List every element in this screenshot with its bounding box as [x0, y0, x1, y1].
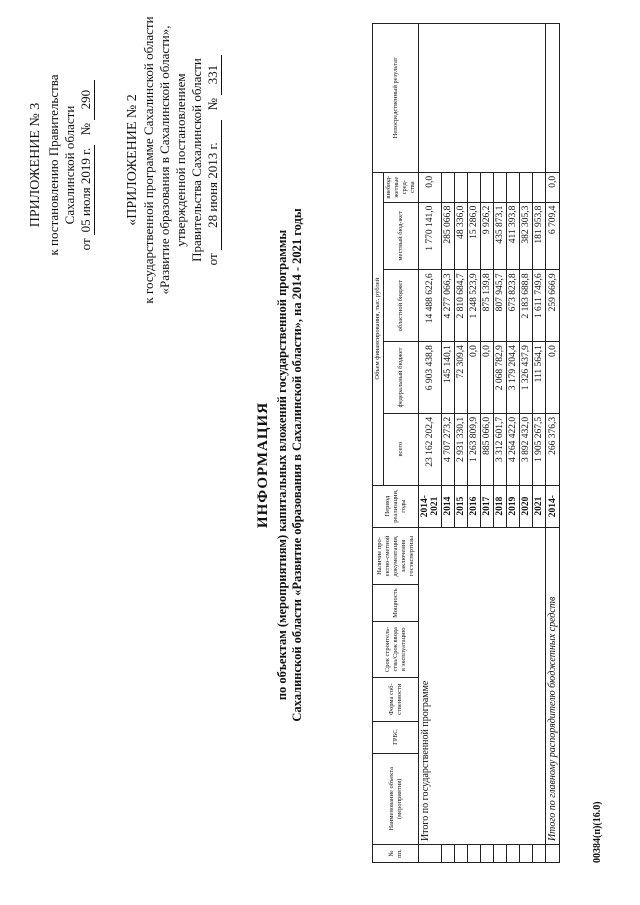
- year-cell: 2014-: [546, 485, 560, 527]
- regional-cell: 2 810 684,7: [455, 270, 468, 342]
- regional-cell: 1 248 523,9: [468, 270, 481, 342]
- total-cell: 23 162 202,4: [419, 413, 442, 485]
- appendix-3-line3: Сахалинской области: [62, 105, 77, 225]
- total-cell: 4 707 273,2: [442, 413, 455, 485]
- header-volume: Объем финансирования, тыс. рублей: [373, 172, 384, 485]
- year-cell: 2017: [481, 485, 494, 527]
- appendix-2-title: «ПРИЛОЖЕНИЕ № 2: [125, 94, 140, 226]
- local-cell: 435 873,1: [494, 202, 507, 270]
- header-name: Наименование объекта (мероприятия): [373, 753, 419, 844]
- appendix-3-date-line: [78, 45, 95, 285]
- extra-cell: [520, 172, 533, 202]
- local-cell: 382 305,3: [520, 202, 533, 270]
- federal-cell: 0,0: [468, 342, 481, 414]
- regional-cell: 1 611 749,6: [533, 270, 546, 342]
- extra-cell: [442, 172, 455, 202]
- document-code: 00384(п)(16.0): [592, 801, 603, 863]
- extra-cell: [533, 172, 546, 202]
- extra-cell: [494, 172, 507, 202]
- appendix-2-date-line: [205, 15, 222, 305]
- federal-cell: 145 140,1: [442, 342, 455, 414]
- program-total-label: Итого по государственной программе: [419, 527, 546, 844]
- total-cell: 1 905 267,5: [533, 413, 546, 485]
- total-cell: 885 066,0: [481, 413, 494, 485]
- extra-cell: [481, 172, 494, 202]
- regional-cell: 673 823,8: [507, 270, 520, 342]
- investment-table: [372, 23, 560, 863]
- year-cell: 2016: [468, 485, 481, 527]
- federal-cell: 72 309,4: [455, 342, 468, 414]
- result-cell: [546, 24, 560, 173]
- local-cell: 411 393,8: [507, 202, 520, 270]
- grbs-total-label: Итого по главному распорядителю бюджетных средств: [546, 527, 560, 844]
- year-cell: 2019: [507, 485, 520, 527]
- header-grbs: ГРБС: [373, 721, 419, 753]
- result-cell: [419, 24, 546, 173]
- regional-cell: 875 139,8: [481, 270, 494, 342]
- appendix-2-line4: утвержденной постановлением: [173, 73, 188, 247]
- federal-cell: 3 179 204,4: [507, 342, 520, 414]
- row-num-cell: [494, 845, 507, 863]
- header-extra: внебюд-жетные сред-ства: [384, 172, 419, 202]
- regional-cell: 4 277 066,3: [442, 270, 455, 342]
- year-cell: 2020: [520, 485, 533, 527]
- year-cell: 2015: [455, 485, 468, 527]
- total-cell: 3 312 601,7: [494, 413, 507, 485]
- document-title: [255, 115, 305, 815]
- header-power: Мощность: [373, 585, 419, 621]
- year-cell: 2021: [533, 485, 546, 527]
- table-body: [419, 24, 560, 863]
- title-line-1: по объектам (мероприятиям) капитальных вложений государственной программы: [275, 229, 289, 701]
- local-cell: 6 709,4: [546, 202, 560, 270]
- row-num-cell: [546, 845, 560, 863]
- total-cell: 266 376,3: [546, 413, 560, 485]
- extra-cell: [507, 172, 520, 202]
- row-num-cell: [455, 845, 468, 863]
- appendix-3-number: 290: [78, 80, 95, 120]
- appendix-2-line5: Правительства Сахалинской области: [189, 58, 204, 262]
- federal-cell: 2 068 782,9: [494, 342, 507, 414]
- federal-cell: 111 564,1: [533, 342, 546, 414]
- appendix-2-stamp: [125, 15, 222, 305]
- appendix-3-date: 05 июля 2019 г.: [78, 145, 95, 235]
- total-cell: 2 931 330,1: [455, 413, 468, 485]
- header-docs: Наличие про-ектно-сметной документации, заключения госэкспертизы: [373, 527, 419, 585]
- regional-cell: 14 488 622,6: [419, 270, 442, 342]
- header-result: Непосредственный результат: [373, 24, 419, 173]
- local-cell: 181 953,8: [533, 202, 546, 270]
- total-cell: 4 264 422,0: [507, 413, 520, 485]
- header-total: всего: [384, 413, 419, 485]
- appendix-3-stamp: [28, 45, 95, 285]
- appendix-2-number: 331: [205, 55, 222, 95]
- appendix-3-title: ПРИЛОЖЕНИЕ № 3: [28, 102, 43, 228]
- num-prefix: №: [205, 97, 220, 111]
- num-prefix: №: [78, 122, 93, 136]
- row-num-cell: [419, 845, 442, 863]
- extra-cell: [455, 172, 468, 202]
- total-cell: 1 263 809,9: [468, 413, 481, 485]
- year-cell: 2014: [442, 485, 455, 527]
- row-num-cell: [507, 845, 520, 863]
- extra-cell: 0,0: [546, 172, 560, 202]
- row-num-cell: [520, 845, 533, 863]
- federal-cell: 0,0: [546, 342, 560, 414]
- regional-cell: 2 183 688,8: [520, 270, 533, 342]
- program-total-row: [419, 24, 442, 863]
- row-num-cell: [533, 845, 546, 863]
- local-cell: 1 770 141,0: [419, 202, 442, 270]
- table-header-row: [373, 24, 384, 863]
- header-regional: областной бюджет: [384, 270, 419, 342]
- regional-cell: 259 666,9: [546, 270, 560, 342]
- local-cell: 285 066,8: [442, 202, 455, 270]
- federal-cell: 6 903 438,8: [419, 342, 442, 414]
- local-cell: 48 336,0: [455, 202, 468, 270]
- title-line-2: Сахалинской области «Развитие образования в Сахалинской области», на 2014 - 2021 годы: [290, 208, 304, 722]
- extra-cell: [468, 172, 481, 202]
- header-form: Форма соб-ственности: [373, 677, 419, 721]
- title-heading: ИНФОРМАЦИЯ: [255, 401, 271, 529]
- header-period: Период реализации, годы: [373, 485, 419, 527]
- date-prefix: от: [78, 238, 93, 251]
- header-num: № пп.: [373, 845, 419, 863]
- appendix-2-date: 28 июня 2013 г.: [205, 120, 222, 250]
- row-num-cell: [468, 845, 481, 863]
- appendix-3-line2: к постановлению Правительства: [46, 74, 61, 256]
- appendix-2-line2: к государственной программе Сахалинской области: [141, 16, 156, 304]
- grbs-total-row: [546, 24, 560, 863]
- appendix-2-line3: «Развитие образования в Сахалинской области»,: [157, 25, 172, 295]
- regional-cell: 807 945,7: [494, 270, 507, 342]
- local-cell: 9 926,2: [481, 202, 494, 270]
- federal-cell: 0,0: [481, 342, 494, 414]
- federal-cell: 1 326 437,9: [520, 342, 533, 414]
- total-cell: 3 892 432,0: [520, 413, 533, 485]
- date-prefix: от: [205, 253, 220, 266]
- header-term: Срок строитель-ства/Срок ввода в эксплуатацию: [373, 621, 419, 677]
- header-federal: федеральный бюджет: [384, 342, 419, 414]
- year-cell: 2018: [494, 485, 507, 527]
- local-cell: 15 286,0: [468, 202, 481, 270]
- row-num-cell: [481, 845, 494, 863]
- year-cell: 2014-2021: [419, 485, 442, 527]
- row-num-cell: [442, 845, 455, 863]
- header-local: местный бюд-жет: [384, 202, 419, 270]
- extra-cell: 0,0: [419, 172, 442, 202]
